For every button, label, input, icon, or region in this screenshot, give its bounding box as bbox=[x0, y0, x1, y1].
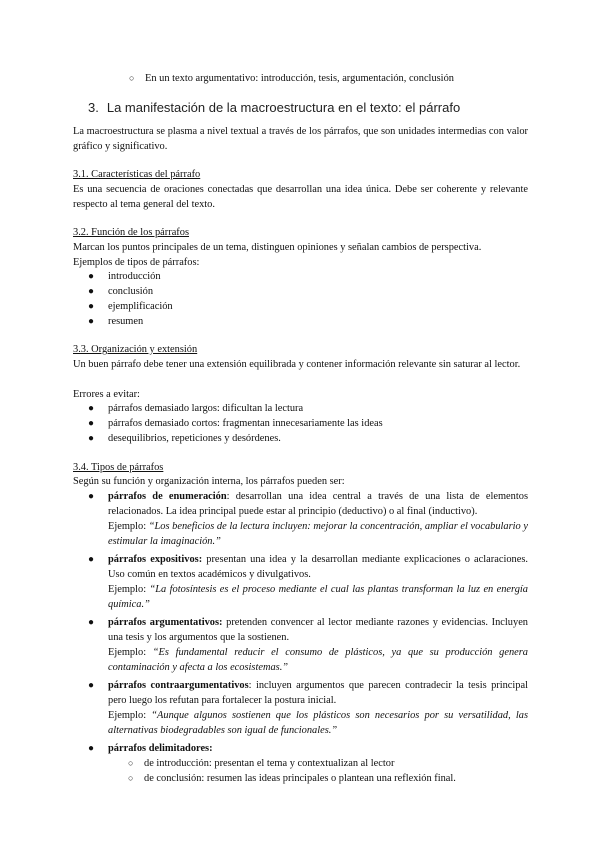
section-3-heading bbox=[88, 100, 460, 116]
type-name: párrafos delimitadores: bbox=[108, 743, 213, 754]
bullet-icon: ● bbox=[88, 301, 95, 312]
list-item bbox=[88, 678, 529, 738]
errors-list bbox=[88, 401, 528, 446]
bullet-icon: ● bbox=[88, 743, 95, 754]
bullet-icon: ● bbox=[88, 271, 95, 282]
type-desc: pretenden convencer al lector mediante razones y evidencias. Incluyen una tesis y los argumentos que la sostienen. bbox=[108, 617, 528, 643]
list-item: ● introducción bbox=[88, 271, 161, 282]
section-3-2-text: Marcan los puntos principales de un tema, distinguen opiniones y señalan cambios de perspectiva. bbox=[73, 242, 482, 253]
section-3-number: 3. bbox=[88, 100, 99, 115]
bullet-icon: ● bbox=[88, 617, 95, 628]
bullet-icon: ● bbox=[88, 316, 95, 327]
section-3-3-errors-label: Errores a evitar: bbox=[73, 389, 140, 400]
type-desc: : desarrollan una idea central a través de una lista de elementos relacionados. La idea principal puede estar al principio (deductivo) o al final (inductivo). bbox=[108, 491, 528, 517]
example-text: “Aunque algunos sostienen que los plásticos son necesarios por su versatilidad, las alternativas biodegradables son igual de funcionales.” bbox=[108, 710, 528, 736]
example-text: “La fotosíntesis es el proceso mediante el cual las plantas transforman la luz en energía química.” bbox=[108, 584, 528, 610]
section-3-3-text: Un buen párrafo debe tener una extensión equilibrada y contener información relevante sin saturar al lector. bbox=[73, 359, 521, 370]
type-name: párrafos argumentativos: bbox=[108, 617, 223, 628]
type-name: párrafos de enumeración bbox=[108, 491, 227, 502]
type-name: párrafos expositivos: bbox=[108, 554, 203, 565]
bullet-icon: ● bbox=[88, 418, 95, 429]
delimiters-sublist bbox=[128, 756, 528, 786]
circle-bullet-icon: ○ bbox=[128, 773, 134, 783]
type-desc: : incluyen argumentos que parecen contradecir la tesis principal pero luego los refutan para fortalecer la postura inicial. bbox=[108, 680, 529, 706]
type-name: párrafos contraargumentativos bbox=[108, 680, 249, 691]
top-item-text: En un texto argumentativo: introducción, tesis, argumentación, conclusión bbox=[145, 73, 454, 84]
circle-bullet-icon: ○ bbox=[129, 73, 135, 83]
section-3-4-intro: Según su función y organización interna, los párrafos pueden ser: bbox=[73, 476, 345, 487]
section-3-1-text: Es una secuencia de oraciones conectadas que desarrollan una idea única. Debe ser coherente y relevante respecto al tema general del texto. bbox=[73, 184, 528, 210]
bullet-icon: ● bbox=[88, 286, 95, 297]
bullet-icon: ● bbox=[88, 403, 95, 414]
list-item: ● resumen bbox=[88, 316, 144, 327]
paragraph-types-list bbox=[88, 269, 508, 329]
example-label: Ejemplo: bbox=[108, 710, 152, 721]
list-item: ○ de conclusión: resumen las ideas principales o plantean una reflexión final. bbox=[128, 773, 456, 784]
section-3-1-heading: 3.1. Características del párrafo bbox=[73, 169, 201, 180]
example-label: Ejemplo: bbox=[108, 647, 153, 658]
types-list bbox=[88, 489, 529, 786]
list-item: ● desequilibrios, repeticiones y desórdenes. bbox=[88, 433, 281, 444]
list-item: ● párrafos demasiado largos: dificultan la lectura bbox=[88, 403, 304, 414]
bullet-icon: ● bbox=[88, 491, 95, 502]
type-desc: presentan una idea y la desarrollan mediante explicaciones o aclaraciones. Uso común en textos académicos y divulgativos. bbox=[108, 554, 528, 580]
list-item bbox=[88, 552, 528, 612]
list-item bbox=[88, 615, 528, 675]
section-3-3-heading: 3.3. Organización y extensión bbox=[73, 344, 198, 355]
list-item: ● ejemplificación bbox=[88, 301, 173, 312]
bullet-icon: ● bbox=[88, 680, 95, 691]
example-label: Ejemplo: bbox=[108, 521, 149, 532]
example-label: Ejemplo: bbox=[108, 584, 150, 595]
example-text: “Los beneficios de la lectura incluyen: mejorar la concentración, ampliar el vocabulario y estimular la imaginación.” bbox=[108, 521, 528, 547]
section-3-4-heading: 3.4. Tipos de párrafos bbox=[73, 462, 164, 473]
section-3-2-examples-label: Ejemplos de tipos de párrafos: bbox=[73, 257, 200, 268]
list-item bbox=[88, 741, 528, 786]
list-item: ● párrafos demasiado cortos: fragmentan innecesariamente las ideas bbox=[88, 418, 383, 429]
section-3-intro: La macroestructura se plasma a nivel textual a través de los párrafos, que son unidades intermedias con valor gráfico y significativo. bbox=[73, 126, 528, 152]
top-list-item bbox=[129, 71, 545, 86]
circle-bullet-icon: ○ bbox=[128, 758, 134, 768]
list-item bbox=[88, 489, 528, 549]
list-item: ● conclusión bbox=[88, 286, 154, 297]
section-3-title: La manifestación de la macroestructura en el texto: el párrafo bbox=[106, 100, 461, 115]
example-text: “Es fundamental reducir el consumo de plásticos, ya que su producción genera contaminación y afecta a los ecosistemas.” bbox=[108, 647, 528, 673]
section-3-2-heading: 3.2. Función de los párrafos bbox=[73, 227, 190, 238]
bullet-icon: ● bbox=[88, 433, 95, 444]
list-item: ○ de introducción: presentan el tema y contextualizan al lector bbox=[128, 758, 395, 769]
bullet-icon: ● bbox=[88, 554, 95, 565]
